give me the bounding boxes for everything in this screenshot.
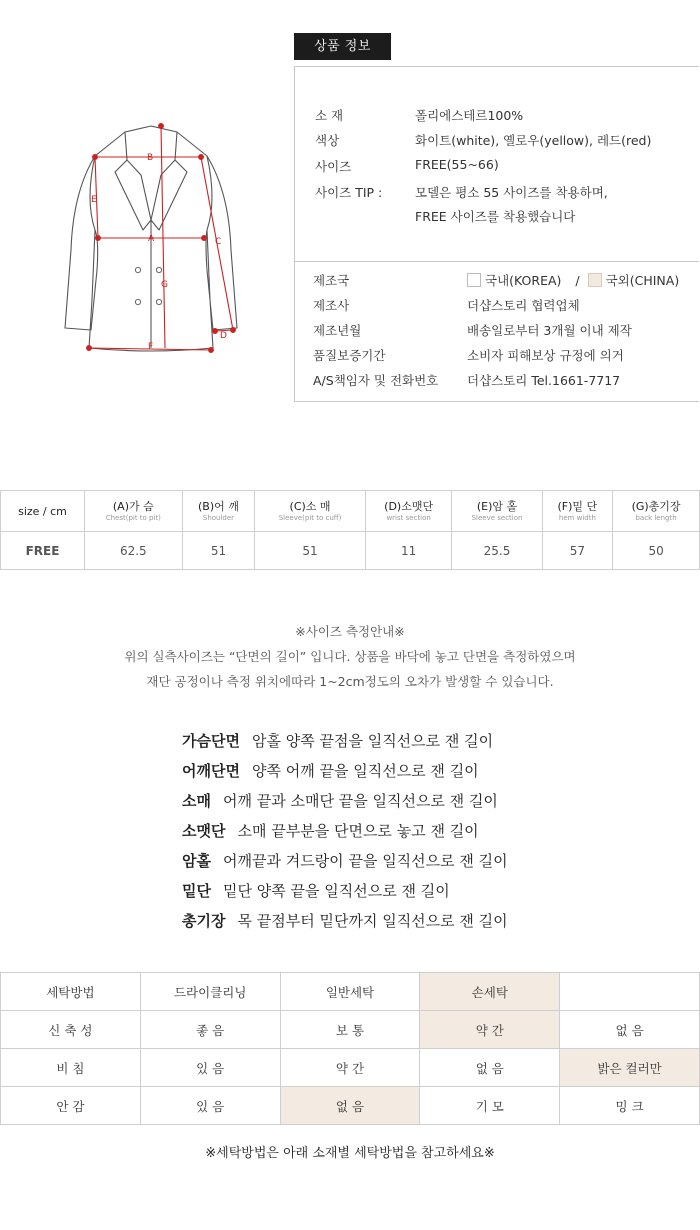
- size-header-shoulder: [182, 491, 255, 532]
- header-label: (B)어 깨: [198, 499, 239, 513]
- row-value: 배송일로부터 3개월 이내 제작: [467, 323, 632, 338]
- definition-item: [182, 730, 622, 760]
- definition-term: 총기장: [182, 912, 226, 930]
- button-4: [156, 299, 161, 304]
- definition-desc: 밑단 양쪽 끝을 일직선으로 잰 길이: [222, 882, 450, 900]
- row-key: 제조사: [313, 298, 350, 313]
- row-key: A/S책임자 및 전화번호: [313, 373, 439, 388]
- care-cell: 보 통: [280, 1011, 420, 1049]
- care-cell: 약 간: [280, 1049, 420, 1087]
- size-table-corner: size / cm: [1, 491, 85, 532]
- header-sub: Sleeve section: [471, 513, 523, 522]
- definition-item: [182, 820, 622, 850]
- wash-note: ※세탁방법은 아래 소재별 세탁방법을 참고하세요※: [205, 1146, 495, 1161]
- size-value: 11: [365, 532, 452, 570]
- header-label: (D)소맷단: [384, 499, 434, 513]
- size-header-hem: [542, 491, 613, 532]
- care-cell: 드라이클리닝: [140, 973, 280, 1011]
- definition-item: [182, 760, 622, 790]
- product-info-box: [294, 66, 699, 402]
- spec-key: 사이즈: [315, 159, 352, 174]
- size-value: 51: [182, 532, 255, 570]
- measure-label-e: E: [91, 195, 97, 205]
- care-cell-selected: 손세탁: [420, 973, 560, 1011]
- definition-desc: 어깨 끝과 소매단 끝을 일직선으로 잰 길이: [222, 792, 498, 810]
- definition-desc: 어깨끝과 겨드랑이 끝을 일직선으로 잰 길이: [222, 852, 508, 870]
- care-cell: 신 축 성: [1, 1011, 141, 1049]
- header-label: (G)총기장: [631, 499, 681, 513]
- definition-item: [182, 880, 622, 910]
- header-sub: back length: [635, 513, 677, 522]
- measure-dot: [202, 236, 207, 241]
- info-divider: [295, 261, 699, 262]
- measure-label-b: B: [147, 153, 154, 163]
- care-cell: 없 음: [420, 1049, 560, 1087]
- definition-term: 어깨단면: [182, 762, 240, 780]
- measure-notice-line2: 재단 공정이나 측정 위치에따라 1~2cm정도의 오차가 발생할 수 있습니다.: [146, 674, 554, 689]
- size-header-wrist: [365, 491, 452, 532]
- measure-notice-line1: 위의 실측사이즈는 “단면의 길이” 입니다. 상품을 바닥에 놓고 단면을 측정하였으며: [124, 649, 576, 664]
- definition-item: [182, 910, 622, 940]
- header-sub: Chest(pit to pit): [105, 513, 161, 522]
- measure-label-d: D: [220, 331, 227, 341]
- definition-term: 소매: [182, 792, 211, 810]
- care-cell: 좋 음: [140, 1011, 280, 1049]
- definition-term: 소맷단: [182, 822, 226, 840]
- size-header-armhole: [452, 491, 542, 532]
- sheer-row: [1, 1049, 700, 1087]
- fabric-care-table: [0, 972, 700, 1125]
- sleeve-seam-left: [90, 156, 95, 230]
- button-1: [135, 267, 140, 272]
- care-cell: [560, 973, 700, 1011]
- measure-label-g: G: [161, 280, 168, 290]
- row-key: 품질보증기간: [313, 348, 386, 363]
- size-value: 25.5: [452, 532, 542, 570]
- button-2: [156, 267, 161, 272]
- header-label: (C)소 매: [289, 499, 331, 513]
- spec-key: 색상: [315, 133, 340, 148]
- definition-desc: 암홀 양쪽 끝점을 일직선으로 잰 길이: [251, 732, 494, 750]
- size-value: 50: [613, 532, 700, 570]
- size-value: 51: [255, 532, 365, 570]
- measure-dot: [199, 155, 204, 160]
- definition-desc: 목 끝점부터 밑단까지 일직선으로 잰 길이: [237, 912, 508, 930]
- checkbox-foreign: [588, 273, 602, 287]
- measure-label-c: C: [215, 237, 222, 247]
- header-label: (E)암 홀: [476, 499, 518, 513]
- button-3: [135, 299, 140, 304]
- care-cell: 있 음: [140, 1087, 280, 1125]
- definition-desc: 양쪽 어깨 끝을 일직선으로 잰 길이: [251, 762, 479, 780]
- measurement-definitions: [182, 730, 622, 940]
- made-in-domestic: 국내(KOREA): [485, 273, 562, 288]
- header-sub: Shoulder: [202, 513, 235, 522]
- measure-dot: [159, 124, 164, 129]
- definition-term: 밑단: [182, 882, 211, 900]
- header-label: (A)가 슴: [112, 499, 154, 513]
- spec-key: 사이즈 TIP :: [315, 185, 383, 200]
- stretch-row: [1, 1011, 700, 1049]
- spec-value: 폴리에스테르100%: [415, 108, 524, 123]
- measure-label-f: F: [148, 342, 154, 352]
- care-cell: 세탁방법: [1, 973, 141, 1011]
- product-info-tab: 상품 정보: [294, 33, 391, 60]
- measure-dot: [209, 348, 214, 353]
- made-in-divider: /: [575, 273, 580, 288]
- care-cell: 비 침: [1, 1049, 141, 1087]
- size-header-sleeve: [255, 491, 365, 532]
- definition-item: [182, 850, 622, 880]
- definition-desc: 소매 끝부분을 단면으로 놓고 잰 길이: [237, 822, 479, 840]
- header-sub: hem width: [558, 513, 596, 522]
- measure-notice-title: ※사이즈 측정안내※: [295, 624, 405, 639]
- measure-dot: [96, 236, 101, 241]
- header-label: (F)밑 단: [557, 499, 598, 513]
- header-sub: wrist section: [386, 513, 431, 522]
- measure-g-line: [161, 126, 165, 348]
- care-cell: 없 음: [560, 1011, 700, 1049]
- size-header-chest: [85, 491, 183, 532]
- spec-key: 소 재: [315, 108, 344, 123]
- size-value: 62.5: [85, 532, 183, 570]
- size-table: [0, 490, 700, 570]
- measure-label-a: A: [148, 234, 155, 244]
- size-table-row: [1, 532, 700, 570]
- care-cell: 있 음: [140, 1049, 280, 1087]
- header-sub: Sleeve(pit to cuff): [278, 513, 342, 522]
- made-in-foreign: 국외(CHINA): [605, 273, 680, 288]
- size-header-length: [613, 491, 700, 532]
- care-cell: 안 감: [1, 1087, 141, 1125]
- row-value: 더샵스토리 Tel.1661-7717: [467, 373, 621, 388]
- measure-dot: [93, 155, 98, 160]
- made-in-options: [467, 271, 679, 289]
- jacket-collar: [125, 126, 177, 220]
- wash-method-row: [1, 973, 700, 1011]
- measure-dot: [87, 346, 92, 351]
- row-key: 제조년월: [313, 323, 362, 338]
- size-table-header-row: [1, 491, 700, 532]
- row-value: 소비자 피해보상 규정에 의거: [467, 348, 624, 363]
- care-cell-selected: 약 간: [420, 1011, 560, 1049]
- measure-dot: [231, 328, 236, 333]
- definition-term: 가슴단면: [182, 732, 240, 750]
- made-in-key: 제조국: [313, 273, 350, 288]
- row-value: 더샵스토리 협력업체: [467, 298, 580, 313]
- size-value: 57: [542, 532, 613, 570]
- care-cell: 기 모: [420, 1087, 560, 1125]
- care-cell-selected: 밝은 컬러만: [560, 1049, 700, 1087]
- measure-dot: [213, 329, 218, 334]
- definition-item: [182, 790, 622, 820]
- jacket-measure-illustration: [55, 120, 255, 365]
- spec-value: FREE(55~66): [415, 157, 499, 172]
- checkbox-domestic: [467, 273, 481, 287]
- lining-row: [1, 1087, 700, 1125]
- care-cell-selected: 없 음: [280, 1087, 420, 1125]
- care-cell: 밍 크: [560, 1087, 700, 1125]
- spec-value: 모델은 평소 55 사이즈를 착용하며,: [415, 185, 608, 200]
- care-cell: 일반세탁: [280, 973, 420, 1011]
- definition-term: 암홀: [182, 852, 211, 870]
- size-row-label: FREE: [1, 532, 85, 570]
- spec-value: 화이트(white), 옐로우(yellow), 레드(red): [415, 133, 652, 148]
- spec-value: FREE 사이즈를 착용했습니다: [415, 209, 576, 224]
